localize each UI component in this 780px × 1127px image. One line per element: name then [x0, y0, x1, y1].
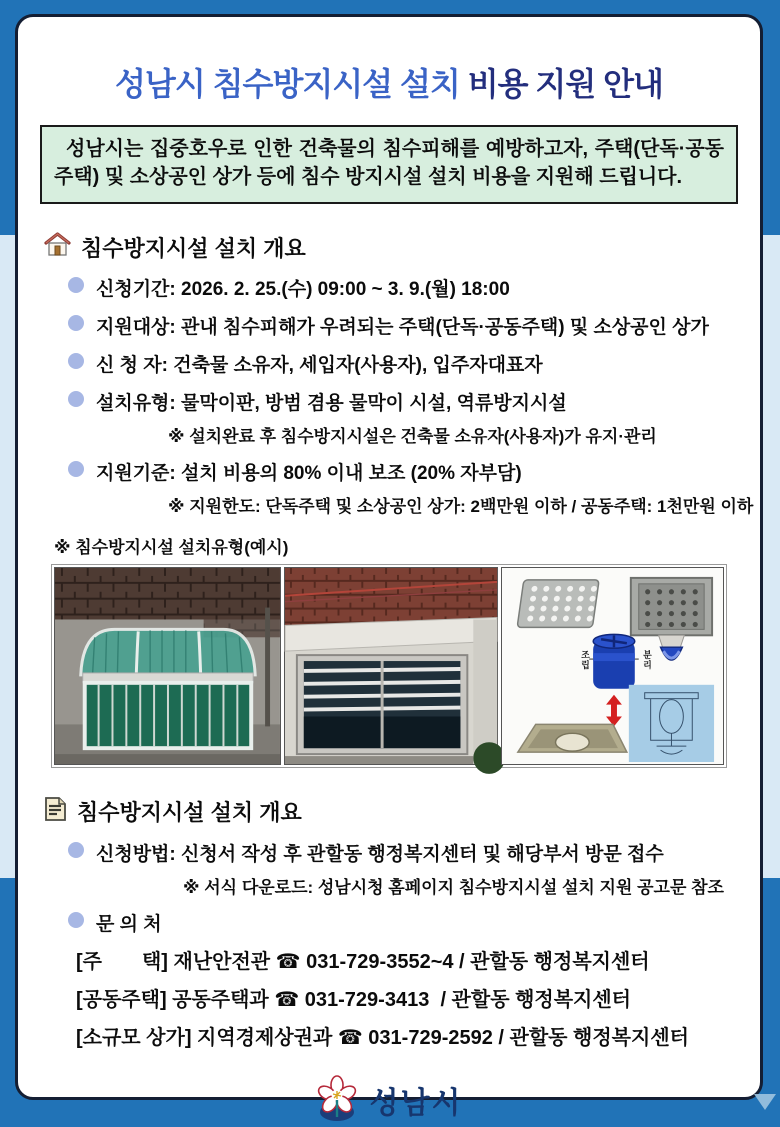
examples-caption: ※ 침수방지시설 설치유형(예시) — [54, 537, 289, 557]
photo-flood-barrier-panel — [54, 567, 281, 765]
valve-assemble-label: 조립 — [580, 649, 591, 670]
list-item — [18, 350, 760, 377]
list-item — [18, 909, 760, 936]
corner-triangle-decoration — [754, 1094, 776, 1110]
example-photo-strip — [51, 564, 727, 768]
section-application-title: 침수방지시설 설치 개요 — [77, 800, 302, 826]
list-item — [18, 458, 760, 485]
note-form-download: ※ 서식 다운로드: 성남시청 홈페이지 침수방지시설 설치 지원 공고문 참조 — [183, 877, 724, 897]
list-item — [18, 839, 760, 866]
list-item — [18, 274, 760, 301]
contact-heading: 문 의 처 — [96, 913, 162, 935]
bullet-icon — [68, 353, 84, 369]
bullet-icon — [68, 315, 84, 331]
backflow-valve-illustration — [502, 568, 723, 764]
bullet-icon — [68, 391, 84, 407]
bullet-icon — [68, 912, 84, 928]
overview-item-period: 신청기간: 2026. 2. 25.(수) 09:00 ~ 3. 9.(월) 18:00 — [96, 278, 510, 300]
overview-item-types: 설치유형: 물막이판, 방범 겸용 물막이 시설, 역류방지시설 — [96, 392, 567, 414]
photo-backflow-prevention-valve — [501, 567, 724, 765]
announcement-card — [15, 14, 763, 1121]
bullet-icon — [68, 461, 84, 477]
document-icon — [44, 796, 67, 828]
page-title — [18, 59, 760, 105]
bullet-icon — [68, 842, 84, 858]
bullet-icon — [68, 277, 84, 293]
list-item — [18, 312, 760, 339]
valve-detach-label: 분리 — [642, 649, 653, 670]
application-method: 신청방법: 신청서 작성 후 관할동 행정복지센터 및 해당부서 방문 접수 — [96, 843, 664, 865]
seongnam-flower-logo-icon — [316, 1074, 360, 1127]
note-support-limit: ※ 지원한도: 단독주택 및 소상공인 상가: 2백만원 이하 / 공동주택: 1천만원 이하 — [168, 496, 754, 516]
section-overview-title: 침수방지시설 설치 개요 — [81, 235, 306, 261]
intro-summary-box: 성남시는 집중호우로 인한 건축물의 침수피해를 예방하고자, 주택(단독·공동주택) 및 소상공인 상가 등에 침수 방지시설 설치 비용을 지원해 드립니다. — [40, 125, 738, 204]
house-icon — [44, 232, 71, 263]
section-overview-heading — [18, 232, 760, 263]
section-application-heading — [18, 796, 760, 828]
contact-small-shop: [소규모 상가] 지역경제상권과 ☎ 031-729-2592 / 관할동 행정복지센터 — [76, 1026, 689, 1049]
footer — [18, 1074, 760, 1127]
photo-security-flood-window — [284, 567, 498, 765]
overview-item-applicant: 신 청 자: 건축물 소유자, 세입자(사용자), 입주자대표자 — [96, 354, 543, 376]
note-maintenance: ※ 설치완료 후 침수방지시설은 건축물 소유자(사용자)가 유지·관리 — [168, 426, 657, 446]
flood-barrier-illustration — [55, 568, 280, 764]
contact-apartment: [공동주택] 공동주택과 ☎ 031-729-3413 / 관할동 행정복지센터 — [76, 988, 631, 1011]
overview-item-target: 지원대상: 관내 침수피해가 우려되는 주택(단독·공동주택) 및 소상공인 상가 — [96, 316, 709, 338]
contact-housing: [주 택] 재난안전관 ☎ 031-729-3552~4 / 관할동 행정복지센터 — [76, 950, 650, 973]
overview-item-criteria: 지원기준: 설치 비용의 80% 이내 보조 (20% 자부담) — [96, 462, 522, 484]
page-title-part2: 비용 지원 안내 — [459, 66, 663, 102]
list-item — [18, 388, 760, 415]
page-title-part1: 성남시 침수방지시설 설치 — [115, 66, 460, 102]
footer-logo-text: 성남시 — [369, 1087, 463, 1121]
security-window-illustration — [285, 568, 497, 764]
